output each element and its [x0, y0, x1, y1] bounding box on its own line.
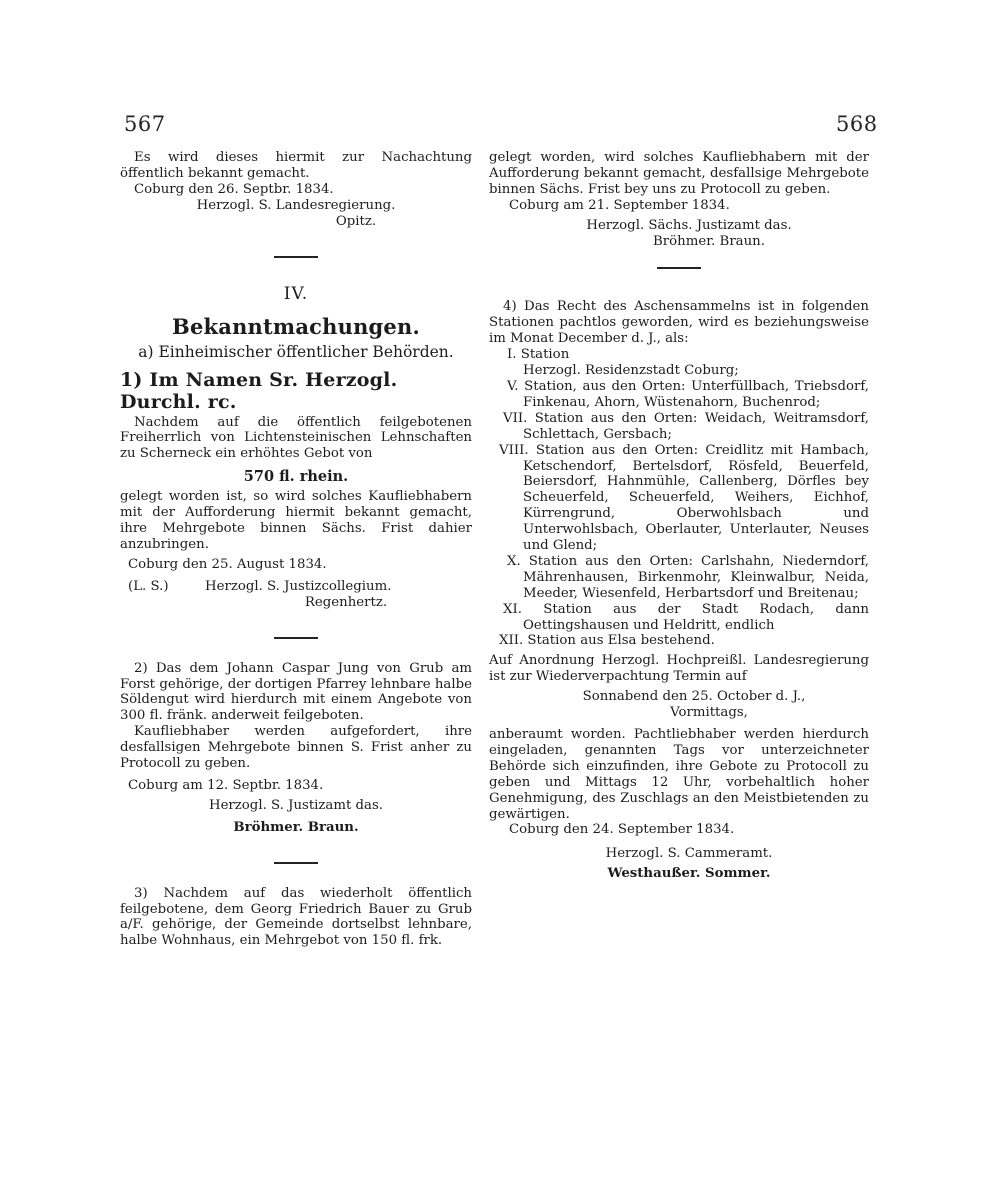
item2-paragraph: 2) Das dem Johann Caspar Jung von Grub am Forst gehörige, der dortigen Pfarrey lehnbare halbe Söldengut wird hierdurch mit einem Angebote von 300 fl. fränk. anderweit feilgeboten.	[120, 660, 472, 724]
continued-paragraph: gelegt worden, wird solches Kaufliebhabern mit der Aufforderung bekannt gemacht, desfallsige Mehrgebote binnen Sächs. Frist bey uns zu Protocoll zu geben.	[489, 150, 869, 197]
left-column	[120, 150, 472, 949]
seal-mark: (L. S.)	[128, 578, 169, 594]
intro-paragraph: Es wird dieses hiermit zur Nachachtung öffentlich bekannt gemacht.	[120, 150, 472, 181]
intro-date: Coburg den 26. Septbr. 1834.	[134, 181, 334, 197]
final-date: Coburg den 24. September 1834.	[509, 822, 735, 838]
order-paragraph: Auf Anordnung Herzogl. Hochpreißl. Landesregierung ist zur Wiederverpachtung Termin auf	[489, 653, 869, 685]
section-roman-numeral: IV.	[283, 283, 309, 304]
invitation-paragraph: anberaumt worden. Pachtliebhaber werden hierdurch eingeladen, genannten Tags vor unterzeichneter Behörde sich einzufinden, ihre Gebote zu Protocoll zu geben und Mittags 12 Uhr, vorbehaltlich hoher Genehmigung, des Zuschlags an den Meistbietenden zu gewärtigen.	[489, 727, 869, 822]
item2-date: Coburg am 12. Septbr. 1834.	[128, 777, 324, 793]
station-11: XI. Station aus der Stadt Rodach, dann Oettingshausen und Heldritt, endlich	[503, 601, 869, 633]
item2-signature: Herzogl. S. Justizamt das.	[208, 797, 384, 813]
continued-signer-names: Bröhmer. Braun.	[653, 233, 765, 249]
item1-amount: 570 fl. rhein.	[243, 468, 349, 486]
term-date: Sonnabend den 25. October d. J.,	[582, 689, 806, 705]
item1-date: Coburg den 25. August 1834.	[128, 556, 327, 572]
intro-signer-name: Opitz.	[335, 213, 377, 229]
subsection-heading: a) Einheimischer öffentlicher Behörden.	[138, 342, 454, 361]
item1-signature: Herzogl. S. Justizcollegium.	[205, 578, 392, 594]
station-8: VIII. Station aus den Orten: Creidlitz mit Hambach, Ketschendorf, Bertelsdorf, Rösfeld, Beuerfeld, Beiersdorf, Hahnmühle, Callenberg, Dörfles bey Scheuerfeld, Scheuerfeld, Weihers, Eichhof, Kürrengrund, Oberwohlsbach und Unterwohlsbach, Oberlauter, Unterlauter, Neuses und Glend;	[499, 442, 869, 554]
item2-signer-names: Bröhmer. Braun.	[233, 819, 359, 835]
left-page-number: 567	[124, 112, 166, 136]
right-column	[489, 150, 869, 882]
item1-heading: 1) Im Namen Sr. Herzogl. Durchl. rc.	[120, 368, 398, 413]
station-10: X. Station aus den Orten: Carlshahn, Niederndorf, Mährenhausen, Birkenmohr, Kleinwalbur, Neida, Meeder, Wiesenfeld, Herbartsdorf und Breitenau;	[507, 553, 869, 601]
intro-signature: Herzogl. S. Landesregierung.	[196, 197, 396, 213]
right-page-number: 568	[836, 112, 878, 136]
station-1-place: Herzogl. Residenzstadt Coburg;	[523, 363, 739, 379]
station-1-label: I. Station	[507, 347, 570, 363]
term-time: Vormittags,	[670, 705, 748, 721]
section-title: Bekanntmachungen.	[172, 313, 420, 339]
item1-signer-name: Regenhertz.	[304, 594, 388, 610]
station-5: V. Station, aus den Orten: Unterfüllbach, Triebsdorf, Finkenau, Ahorn, Wüstenahorn, Buchenrod;	[507, 378, 869, 410]
item2-paragraph-continued: Kaufliebhaber werden aufgefordert, ihre desfallsigen Mehrgebote binnen S. Frist anher zu Protocoll zu geben.	[120, 724, 472, 772]
station-7: VII. Station aus den Orten: Weidach, Weitramsdorf, Schlettach, Gersbach;	[503, 410, 869, 442]
final-signature: Herzogl. S. Cammeramt.	[605, 846, 773, 862]
item1-paragraph-continued: gelegt worden ist, so wird solches Kaufliebhabern mit der Aufforderung hiermit bekannt gemacht, ihre Mehrgebote binnen Sächs. Frist dahier anzubringen.	[120, 489, 472, 552]
item4-paragraph: 4) Das Recht des Aschensammelns ist in folgenden Stationen pachtlos geworden, wird es beziehungsweise im Monat December d. J., als:	[489, 299, 869, 347]
final-signer-names: Westhaußer. Sommer.	[607, 866, 771, 882]
station-12: XII. Station aus Elsa bestehend.	[499, 633, 715, 649]
continued-signature: Herzogl. Sächs. Justizamt das.	[586, 217, 792, 233]
item1-signature-line	[120, 579, 472, 595]
item1-paragraph: Nachdem auf die öffentlich feilgebotenen Freiherrlich von Lichtensteinischen Lehnschaften zu Scherneck ein erhöhtes Gebot von	[120, 414, 472, 462]
item3-paragraph: 3) Nachdem auf das wiederholt öffentlich feilgebotene, dem Georg Friedrich Bauer zu Grub a/F. gehörige, der Gemeinde dortselbst lehnbare, halbe Wohnhaus, ein Mehrgebot von 150 fl. frk.	[120, 885, 472, 949]
continued-date: Coburg am 21. September 1834.	[509, 197, 730, 213]
